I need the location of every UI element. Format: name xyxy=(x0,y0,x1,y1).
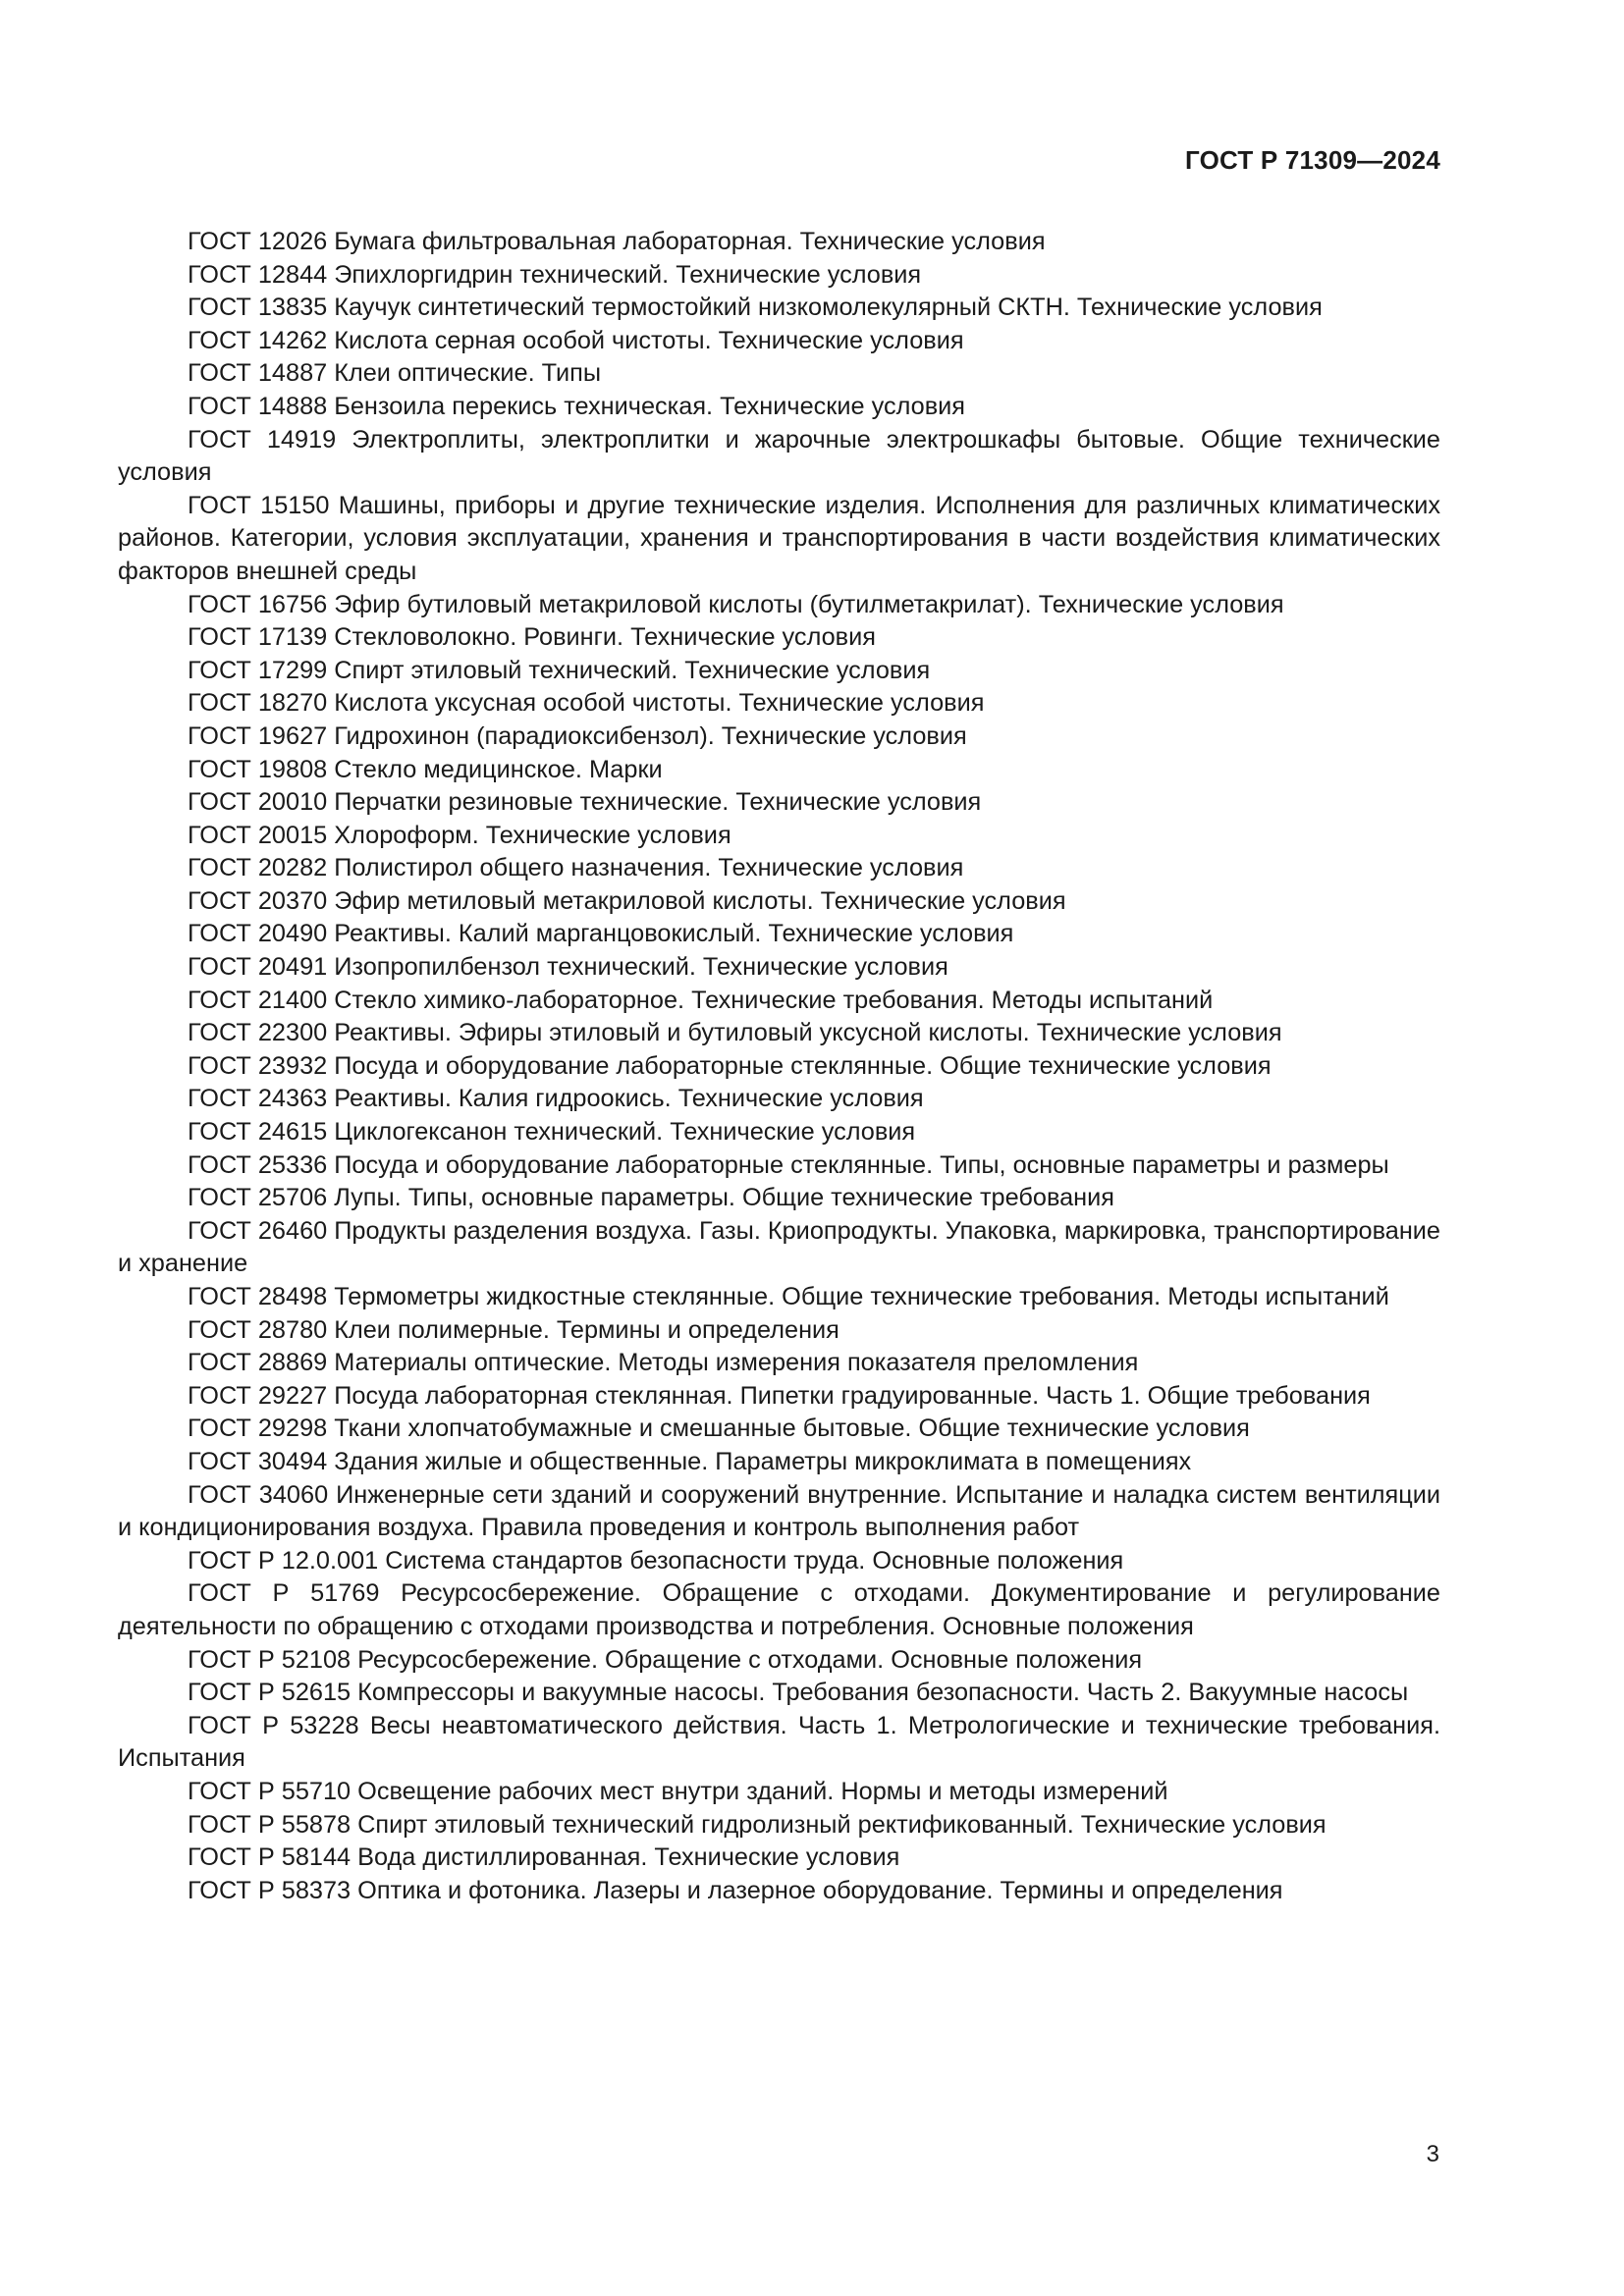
reference-item: ГОСТ 13835 Каучук синтетический термостойкий низкомолекулярный СКТН. Технические условия xyxy=(188,294,1323,322)
reference-item: ГОСТ Р 58144 Вода дистиллированная. Технические условия xyxy=(188,1843,900,1872)
reference-item: ГОСТ 20491 Изопропилбензол технический. Технические условия xyxy=(188,953,948,982)
reference-item: ГОСТ 20490 Реактивы. Калий марганцовокислый. Технические условия xyxy=(188,920,1014,948)
reference-item: ГОСТ 20282 Полистирол общего назначения. Технические условия xyxy=(188,854,964,882)
reference-item: ГОСТ 20010 Перчатки резиновые технические. Технические условия xyxy=(188,788,982,817)
reference-item: ГОСТ 17299 Спирт этиловый технический. Технические условия xyxy=(188,656,931,684)
reference-item: ГОСТ Р 55878 Спирт этиловый технический гидролизный ректификованный. Технические условия xyxy=(188,1810,1326,1839)
reference-item: ГОСТ 24615 Циклогексанон технический. Технические условия xyxy=(188,1118,916,1147)
reference-item: ГОСТ 29298 Ткани хлопчатобумажные и смешанные бытовые. Общие технические условия xyxy=(188,1415,1250,1443)
page-number: 3 xyxy=(1426,2141,1439,2167)
reference-item: ГОСТ 20370 Эфир метиловый метакриловой кислоты. Технические условия xyxy=(188,886,1066,915)
reference-item: ГОСТ 28498 Термометры жидкостные стеклянные. Общие технические требования. Методы испытаний xyxy=(188,1283,1389,1310)
reference-item: ГОСТ 29227 Посуда лабораторная стеклянная. Пипетки градуированные. Часть 1. Общие требования xyxy=(188,1381,1371,1410)
reference-item: ГОСТ Р 51769 Ресурсосбережение. Обращение с отходами. Документирование и регулирование деятельности по обращению с отходами производства и потребления. Основные положения xyxy=(118,1579,1440,1640)
reference-item: ГОСТ Р 52108 Ресурсосбережение. Обращение с отходами. Основные положения xyxy=(188,1645,1143,1674)
reference-item: ГОСТ 17139 Стекловолокно. Ровинги. Технические условия xyxy=(188,623,876,652)
reference-item: ГОСТ Р 53228 Весы неавтоматического действия. Часть 1. Метрологические и технические требования. Испытания xyxy=(118,1711,1440,1773)
reference-item: ГОСТ 30494 Здания жилые и общественные. Параметры микроклимата в помещениях xyxy=(188,1447,1192,1475)
reference-item: ГОСТ 16756 Эфир бутиловый метакриловой кислоты (бутилметакрилат). Технические условия xyxy=(188,590,1284,618)
reference-item: ГОСТ 23932 Посуда и оборудование лабораторные стеклянные. Общие технические условия xyxy=(188,1051,1272,1080)
reference-item: ГОСТ 15150 Машины, приборы и другие технические изделия. Исполнения для различных климатических районов. Категории, условия эксплуатации, хранения и транспортирования в части воздействия климатических факторов внешней среды xyxy=(118,491,1440,585)
reference-item: ГОСТ Р 55710 Освещение рабочих мест внутри зданий. Нормы и методы измерений xyxy=(188,1777,1168,1805)
reference-item: ГОСТ 26460 Продукты разделения воздуха. Газы. Криопродукты. Упаковка, маркировка, транспортирование и хранение xyxy=(118,1216,1440,1278)
reference-item: ГОСТ 14887 Клеи оптические. Типы xyxy=(188,359,602,388)
reference-item: ГОСТ 12026 Бумага фильтровальная лабораторная. Технические условия xyxy=(188,228,1046,255)
reference-item: ГОСТ 34060 Инженерные сети зданий и сооружений внутренние. Испытание и наладка систем вентиляции и кондиционирования воздуха. Правила проведения и контроль выполнения работ xyxy=(118,1480,1440,1542)
reference-item: ГОСТ 24363 Реактивы. Калия гидроокись. Технические условия xyxy=(188,1085,924,1113)
reference-item: ГОСТ 28780 Клеи полимерные. Термины и определения xyxy=(188,1315,839,1344)
reference-item: ГОСТ 19627 Гидрохинон (парадиоксибензол). Технические условия xyxy=(188,721,967,750)
reference-item: ГОСТ Р 12.0.001 Система стандартов безопасности труда. Основные положения xyxy=(188,1546,1124,1575)
reference-item: ГОСТ 22300 Реактивы. Эфиры этиловый и бутиловый уксусной кислоты. Технические условия xyxy=(188,1019,1282,1047)
reference-item: ГОСТ Р 58373 Оптика и фотоника. Лазеры и лазерное оборудование. Термины и определения xyxy=(188,1876,1283,1904)
reference-item: ГОСТ 21400 Стекло химико-лабораторное. Технические требования. Методы испытаний xyxy=(188,986,1214,1014)
reference-item: ГОСТ 14919 Электроплиты, электроплитки и жарочные электрошкафы бытовые. Общие технические условия xyxy=(118,425,1440,487)
reference-item: ГОСТ 12844 Эпихлоргидрин технический. Технические условия xyxy=(188,260,922,289)
reference-item: ГОСТ Р 52615 Компрессоры и вакуумные насосы. Требования безопасности. Часть 2. Вакуумные насосы xyxy=(188,1679,1409,1707)
reference-item: ГОСТ 18270 Кислота уксусная особой чистоты. Технические условия xyxy=(188,689,985,718)
reference-item: ГОСТ 28869 Материалы оптические. Методы измерения показателя преломления xyxy=(188,1349,1139,1377)
reference-item: ГОСТ 20015 Хлороформ. Технические условия xyxy=(188,821,731,849)
reference-item: ГОСТ 25706 Лупы. Типы, основные параметры. Общие технические требования xyxy=(188,1184,1114,1212)
reference-item: ГОСТ 19808 Стекло медицинское. Марки xyxy=(188,755,663,783)
reference-item: ГОСТ 14888 Бензоила перекись техническая. Технические условия xyxy=(188,392,965,420)
reference-item: ГОСТ 25336 Посуда и оборудование лабораторные стеклянные. Типы, основные параметры и размеры xyxy=(188,1150,1389,1179)
normative-references-list xyxy=(118,226,1440,1907)
document-code-header: ГОСТ Р 71309—2024 xyxy=(1185,145,1440,175)
reference-item: ГОСТ 14262 Кислота серная особой чистоты. Технические условия xyxy=(188,326,964,354)
